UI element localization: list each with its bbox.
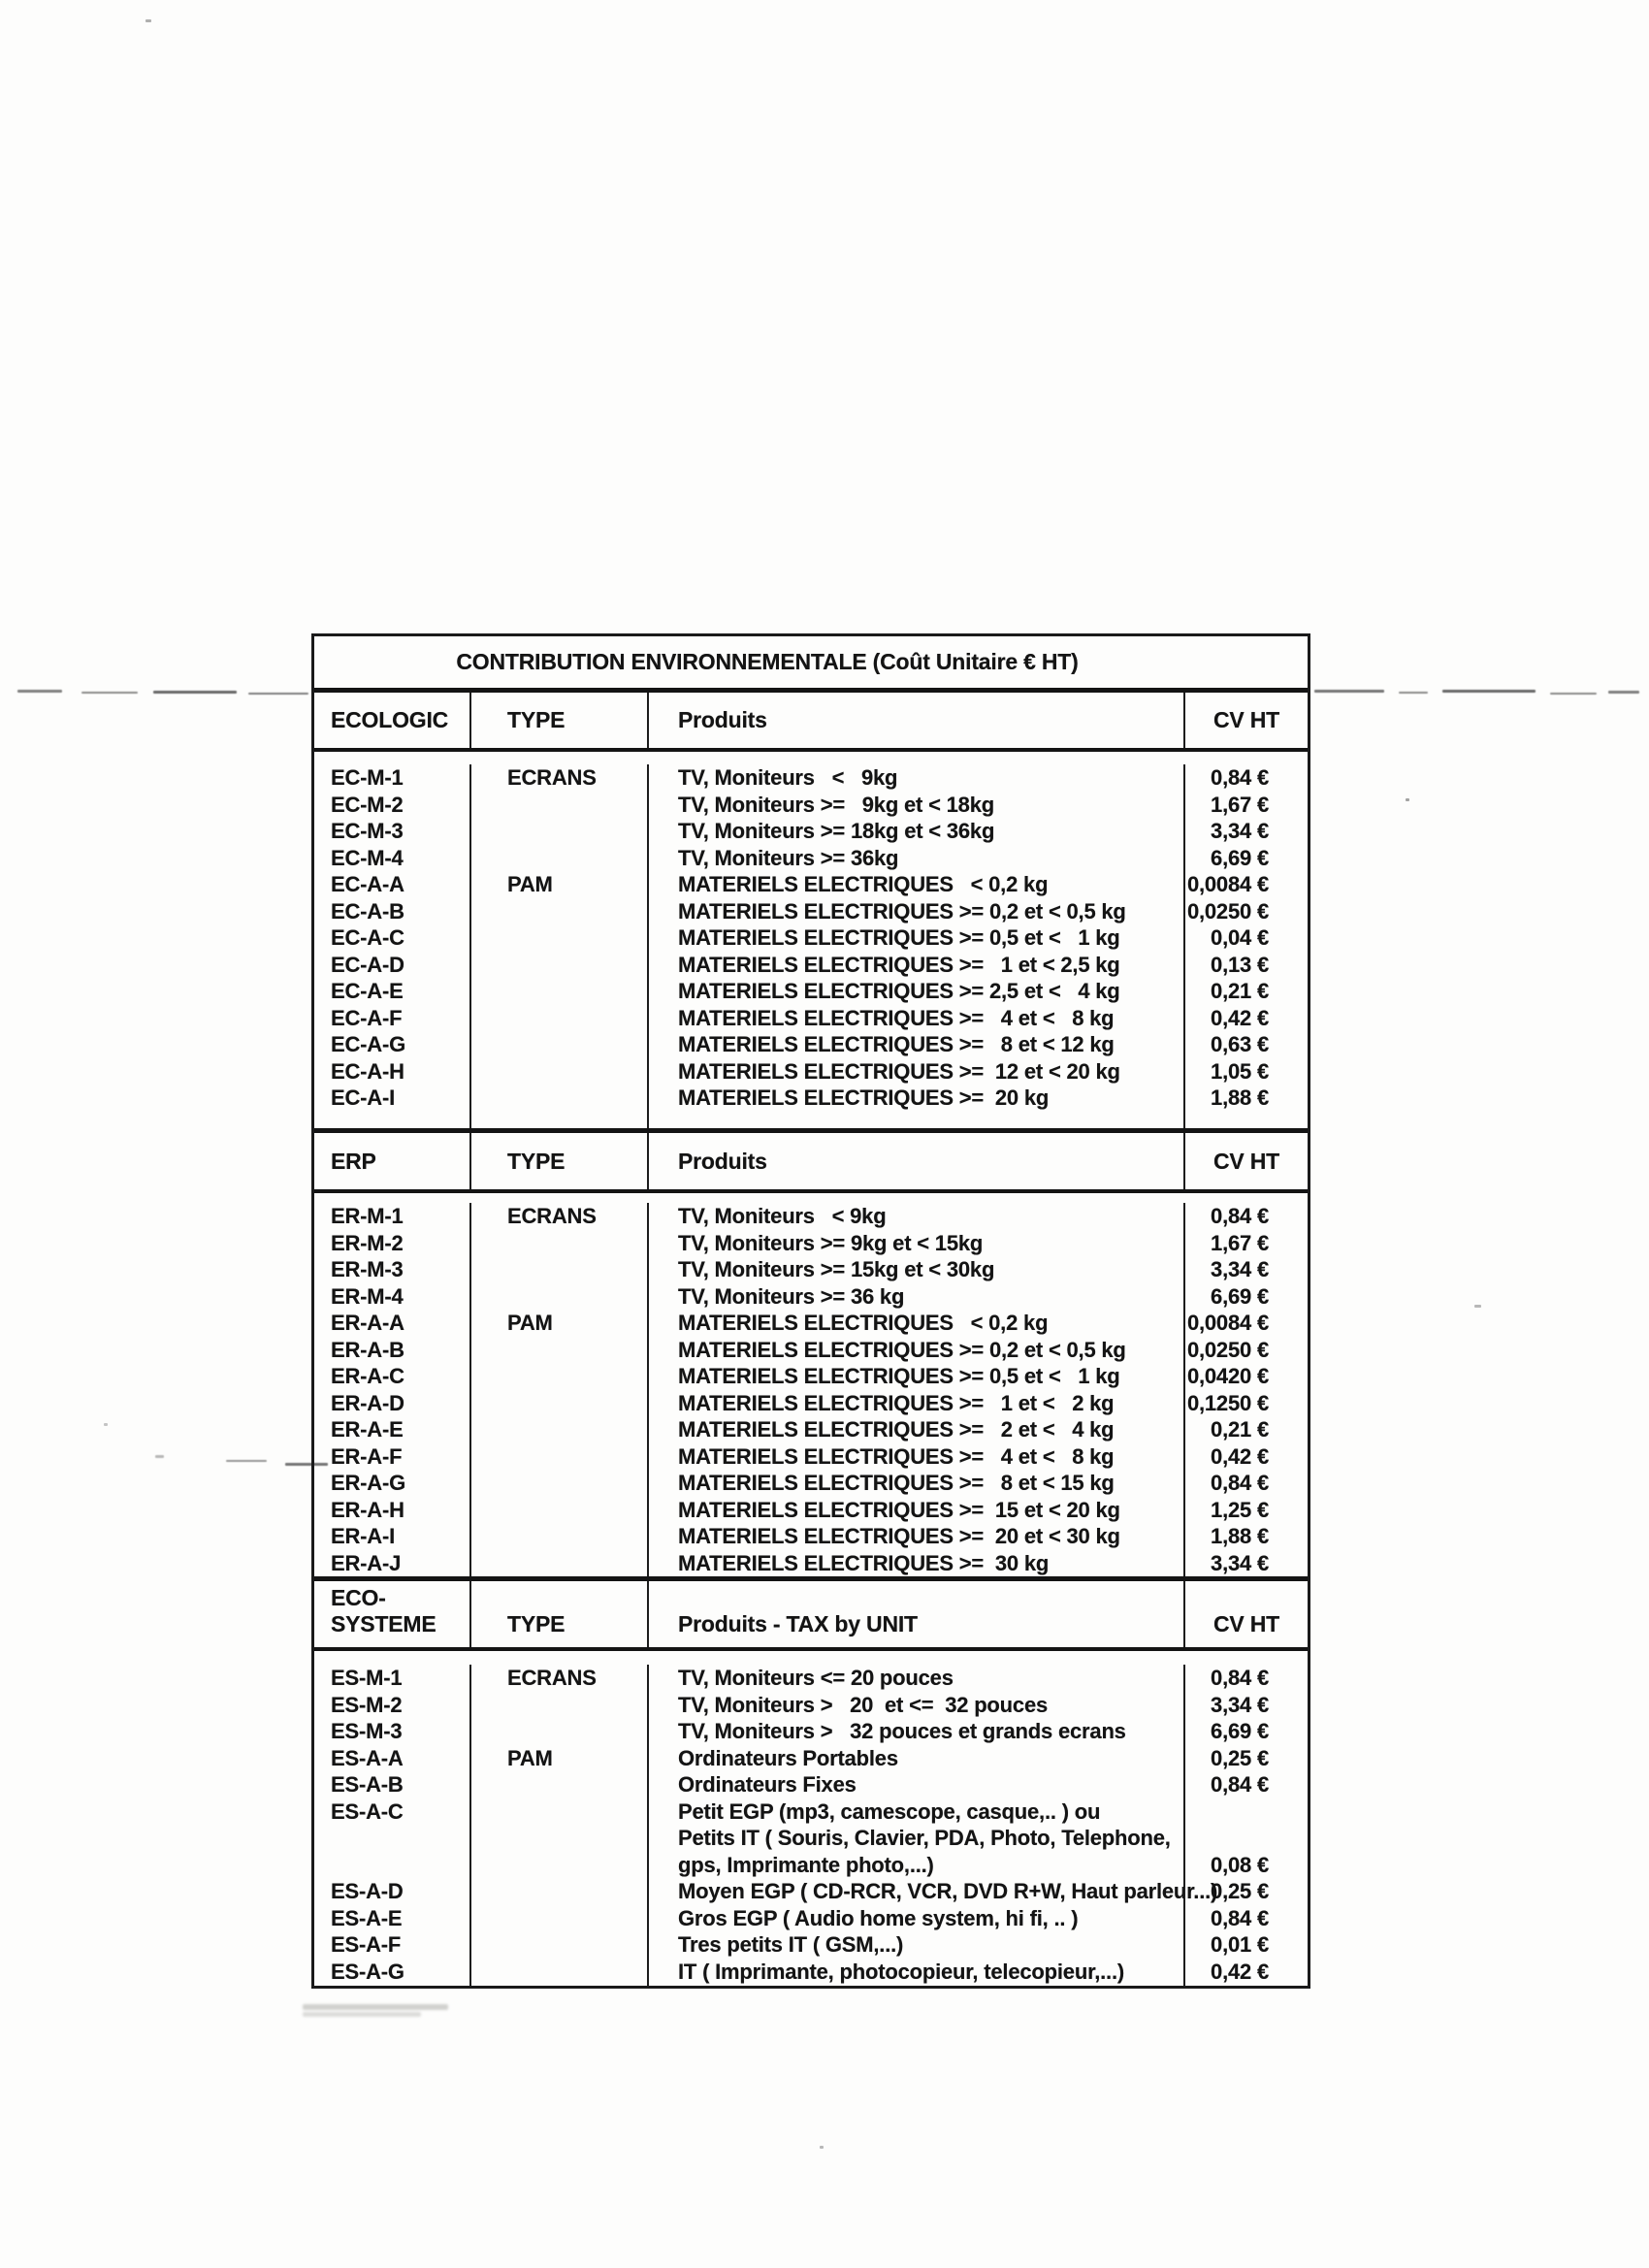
row-type <box>471 1959 647 1986</box>
row-product: TV, Moniteurs >= 36 kg <box>678 1283 905 1309</box>
row-code: ES-A-G <box>331 1959 404 1984</box>
row-type <box>471 1550 647 1577</box>
row-code: ER-M-1 <box>331 1204 404 1228</box>
row-code: EC-A-B <box>331 898 404 923</box>
row-product: MATERIELS ELECTRIQUES >= 30 kg <box>678 1550 1050 1575</box>
row-code: EC-A-D <box>331 952 404 977</box>
section-erp <box>314 1133 1308 1581</box>
row-code: ER-A-H <box>331 1497 404 1522</box>
row-product: TV, Moniteurs >= 18kg et < 36kg <box>678 819 995 843</box>
row-code: ER-A-C <box>331 1364 404 1388</box>
price-column <box>1183 1203 1308 1576</box>
type-header-cell <box>469 1581 647 1647</box>
row-price: 0,84 € <box>1211 1471 1269 1495</box>
cvht-header-label: CV HT <box>1212 1148 1279 1174</box>
scan-artifact <box>146 19 151 22</box>
row-product: MATERIELS ELECTRIQUES >= 0,2 et < 0,5 kg <box>678 898 1126 923</box>
scan-artifact <box>81 692 138 694</box>
section-title: ERP <box>331 1148 376 1174</box>
row-product: TV, Moniteurs > 32 pouces et grands ecrans <box>678 1719 1126 1743</box>
cvht-header-cell <box>1183 693 1308 748</box>
row-price: 1,05 € <box>1211 1058 1269 1084</box>
row-code: ES-M-2 <box>331 1692 403 1717</box>
scan-artifact <box>153 691 237 694</box>
scan-artifact <box>820 2146 824 2149</box>
row-product: MATERIELS ELECTRIQUES >= 8 et < 15 kg <box>678 1471 1115 1495</box>
row-price: 0,0084 € <box>1186 1311 1269 1335</box>
row-price: 3,34 € <box>1211 1692 1269 1717</box>
row-product: TV, Moniteurs > 20 et <= 32 pouces <box>678 1692 1049 1717</box>
row-type <box>471 1852 647 1879</box>
row-price: 0,0084 € <box>1186 872 1269 896</box>
row-type <box>471 1523 647 1550</box>
row-code: EC-A-E <box>331 979 404 1003</box>
row-type: ECRANS <box>507 1666 597 1690</box>
cvht-header-label: CV HT <box>1212 1611 1279 1636</box>
cvht-header-cell <box>1183 1133 1308 1189</box>
row-type <box>471 792 647 819</box>
section-ecosysteme <box>314 1581 1308 1986</box>
type-header-label: TYPE <box>507 707 566 732</box>
table-title-box <box>314 636 1308 693</box>
scan-artifact <box>1399 692 1428 694</box>
row-product: MATERIELS ELECTRIQUES >= 0,5 et < 1 kg <box>678 925 1120 950</box>
row-price: 0,63 € <box>1211 1032 1269 1056</box>
row-type: ECRANS <box>507 765 597 790</box>
row-price: 0,84 € <box>1211 1666 1269 1690</box>
row-code: ER-A-A <box>331 1311 404 1335</box>
row-price: 3,34 € <box>1211 1550 1269 1575</box>
produits-header-cell <box>647 693 1183 748</box>
row-type <box>471 924 647 952</box>
row-code <box>314 1825 469 1852</box>
row-price: 0,21 € <box>1211 1417 1269 1442</box>
row-code: ER-M-4 <box>331 1283 404 1309</box>
row-type <box>471 1443 647 1471</box>
section-rows <box>314 752 1308 1133</box>
row-product: Ordinateurs Fixes <box>678 1772 857 1797</box>
row-product: MATERIELS ELECTRIQUES >= 4 et < 8 kg <box>678 1005 1115 1030</box>
row-price: 0,0420 € <box>1186 1364 1269 1388</box>
row-code: EC-M-1 <box>331 765 404 790</box>
produits-header-cell <box>647 1581 1183 1647</box>
row-type <box>471 1256 647 1283</box>
row-price: 0,0250 € <box>1186 1337 1269 1362</box>
row-product: MATERIELS ELECTRIQUES >= 15 et < 20 kg <box>678 1497 1120 1522</box>
section-rows <box>314 1193 1308 1581</box>
code-column <box>314 1203 469 1576</box>
row-product: TV, Moniteurs >= 15kg et < 30kg <box>678 1257 995 1281</box>
product-column <box>647 1203 1183 1576</box>
row-price: 0,84 € <box>1211 1905 1269 1930</box>
row-product: MATERIELS ELECTRIQUES < 0,2 kg <box>678 1311 1049 1335</box>
row-product: TV, Moniteurs >= 36kg <box>678 845 899 870</box>
row-type <box>471 1878 647 1905</box>
row-code: ER-M-2 <box>331 1230 404 1255</box>
row-type <box>471 1718 647 1745</box>
row-price: 0,84 € <box>1211 1772 1269 1797</box>
row-code: ER-A-F <box>331 1443 403 1469</box>
row-product: Tres petits IT ( GSM,...) <box>678 1932 904 1957</box>
row-product: TV, Moniteurs < 9kg <box>678 765 898 790</box>
page-title: CONTRIBUTION ENVIRONNEMENTALE (Coût Unitaire € HT) <box>456 649 1079 674</box>
row-price: 0,21 € <box>1211 979 1269 1003</box>
row-price: 0,08 € <box>1211 1852 1269 1877</box>
row-code: ES-A-D <box>331 1879 404 1903</box>
row-price: 0,13 € <box>1211 952 1269 977</box>
row-type <box>471 1931 647 1959</box>
section-header-row <box>314 1133 1308 1193</box>
section-ecologic <box>314 693 1308 1133</box>
row-code: EC-M-4 <box>331 845 404 870</box>
scan-artifact <box>303 2012 421 2017</box>
row-type: ECRANS <box>507 1204 597 1228</box>
row-code: EC-M-3 <box>331 819 404 843</box>
scan-artifact <box>1406 798 1409 801</box>
code-column <box>314 1665 469 1986</box>
row-code: EC-A-I <box>331 1085 396 1110</box>
type-header-cell <box>469 1133 647 1189</box>
row-type <box>471 1230 647 1257</box>
row-code: ES-A-E <box>331 1905 403 1930</box>
produits-header-cell <box>647 1133 1183 1189</box>
row-type <box>471 1825 647 1852</box>
row-product: MATERIELS ELECTRIQUES >= 2,5 et < 4 kg <box>678 979 1120 1003</box>
row-code <box>314 1852 469 1879</box>
row-code: ER-A-G <box>331 1471 406 1495</box>
scan-artifact <box>285 1463 328 1466</box>
scan-artifact <box>1608 691 1639 694</box>
section-header-row <box>314 1581 1308 1651</box>
row-price: 0,25 € <box>1211 1745 1269 1770</box>
row-product: Moyen EGP ( CD-RCR, VCR, DVD R+W, Haut parleur...) <box>678 1879 1218 1903</box>
row-type <box>471 1470 647 1497</box>
scan-artifact <box>303 2004 448 2010</box>
scan-artifact <box>1474 1305 1481 1308</box>
row-price: 0,04 € <box>1211 925 1269 950</box>
cvht-header-label: CV HT <box>1212 707 1279 732</box>
row-product: TV, Moniteurs >= 9kg et < 15kg <box>678 1230 984 1255</box>
section-title: ECO- <box>331 1585 386 1610</box>
scan-artifact <box>226 1460 267 1462</box>
row-price: 0,42 € <box>1211 1005 1269 1030</box>
row-code: ER-M-3 <box>331 1257 404 1281</box>
row-code: EC-A-F <box>331 1005 403 1030</box>
row-product: MATERIELS ELECTRIQUES >= 4 et < 8 kg <box>678 1443 1115 1469</box>
scan-artifact <box>104 1423 108 1426</box>
row-price: 1,88 € <box>1211 1085 1269 1110</box>
row-product: MATERIELS ELECTRIQUES >= 1 et < 2,5 kg <box>678 952 1120 977</box>
row-code: ER-A-J <box>331 1550 402 1575</box>
row-price: 0,25 € <box>1211 1879 1269 1903</box>
type-column <box>469 764 647 1128</box>
scan-artifact <box>1314 690 1384 693</box>
row-code: ES-A-B <box>331 1772 404 1797</box>
row-type <box>471 1497 647 1524</box>
row-code: EC-A-H <box>331 1058 404 1084</box>
produits-header-label: Produits <box>678 1148 767 1174</box>
row-type <box>471 1085 647 1112</box>
row-product: Petits IT ( Souris, Clavier, PDA, Photo, Telephone, <box>678 1826 1171 1850</box>
row-price: 0,42 € <box>1211 1959 1269 1984</box>
row-product: MATERIELS ELECTRIQUES >= 8 et < 12 kg <box>678 1032 1115 1056</box>
row-price: 0,01 € <box>1211 1932 1269 1957</box>
product-column <box>647 1665 1218 1986</box>
row-product: Ordinateurs Portables <box>678 1745 898 1770</box>
row-type: PAM <box>507 1311 553 1335</box>
row-product: MATERIELS ELECTRIQUES >= 2 et < 4 kg <box>678 1417 1115 1442</box>
row-price: 0,84 € <box>1211 1204 1269 1228</box>
row-code: ER-A-I <box>331 1524 396 1548</box>
row-code: ES-M-1 <box>331 1666 403 1690</box>
type-header-label: TYPE <box>507 1148 566 1174</box>
produits-header-label: Produits <box>678 707 767 732</box>
cvht-header-cell <box>1183 1581 1308 1647</box>
row-product: MATERIELS ELECTRIQUES >= 0,2 et < 0,5 kg <box>678 1337 1126 1362</box>
row-type <box>471 1337 647 1364</box>
row-product: TV, Moniteurs < 9kg <box>678 1204 887 1228</box>
row-price: 1,25 € <box>1211 1497 1269 1522</box>
row-code: EC-A-A <box>331 872 404 896</box>
row-type <box>471 1771 647 1798</box>
type-header-label: TYPE <box>507 1611 566 1636</box>
row-type <box>471 1692 647 1719</box>
row-price: 3,34 € <box>1211 1257 1269 1281</box>
scan-artifact <box>248 693 308 695</box>
row-code: ES-A-A <box>331 1745 404 1770</box>
row-price: 1,67 € <box>1211 1230 1269 1255</box>
row-product: MATERIELS ELECTRIQUES >= 1 et < 2 kg <box>678 1390 1115 1415</box>
row-type: PAM <box>507 1745 553 1770</box>
row-price <box>1185 1798 1308 1826</box>
section-title: SYSTEME <box>331 1611 436 1636</box>
price-column <box>1183 764 1308 1128</box>
row-code: ER-A-D <box>331 1390 404 1415</box>
row-price: 3,34 € <box>1211 819 1269 843</box>
produits-header-label: Produits - TAX by UNIT <box>678 1611 918 1636</box>
type-column <box>469 1665 647 1986</box>
row-type: PAM <box>507 872 553 896</box>
code-column <box>314 764 469 1128</box>
row-product: MATERIELS ELECTRIQUES >= 20 kg <box>678 1085 1050 1110</box>
row-type <box>471 1283 647 1311</box>
row-price: 1,67 € <box>1211 792 1269 817</box>
product-column <box>647 764 1183 1128</box>
row-code: ER-A-E <box>331 1417 404 1442</box>
row-price: 0,0250 € <box>1186 898 1269 923</box>
row-price: 6,69 € <box>1211 1719 1269 1743</box>
row-code: EC-M-2 <box>331 792 404 817</box>
row-code: ER-A-B <box>331 1337 404 1362</box>
row-price: 6,69 € <box>1211 845 1269 870</box>
row-type <box>471 1905 647 1932</box>
row-product: MATERIELS ELECTRIQUES < 0,2 kg <box>678 872 1049 896</box>
section-label-cell <box>314 1581 469 1647</box>
type-column <box>469 1203 647 1576</box>
row-type <box>471 1005 647 1032</box>
row-price: 1,88 € <box>1211 1524 1269 1548</box>
section-rows <box>314 1651 1308 1986</box>
row-code: EC-A-G <box>331 1032 406 1056</box>
section-title: ECOLOGIC <box>331 707 449 732</box>
row-type <box>471 1031 647 1058</box>
row-code: ES-A-F <box>331 1932 402 1957</box>
row-product: TV, Moniteurs <= 20 pouces <box>678 1666 954 1690</box>
row-type <box>471 898 647 925</box>
row-price: 0,42 € <box>1211 1443 1269 1469</box>
row-type <box>471 845 647 872</box>
row-product: TV, Moniteurs >= 9kg et < 18kg <box>678 792 994 817</box>
section-header-row <box>314 693 1308 752</box>
type-header-cell <box>469 693 647 748</box>
row-type <box>471 1798 647 1826</box>
row-price <box>1185 1825 1308 1852</box>
row-type <box>471 1058 647 1085</box>
row-price: 0,1250 € <box>1186 1390 1269 1415</box>
scan-artifact <box>17 690 62 693</box>
row-price: 6,69 € <box>1211 1283 1269 1309</box>
row-type <box>471 1416 647 1443</box>
row-type <box>471 818 647 845</box>
contribution-table <box>311 633 1310 1989</box>
price-column <box>1183 1665 1308 1986</box>
scan-artifact <box>1442 690 1536 693</box>
scan-artifact <box>1550 693 1597 695</box>
row-type <box>471 1390 647 1417</box>
row-code: EC-A-C <box>331 925 404 950</box>
section-label-cell <box>314 693 469 748</box>
row-product: Petit EGP (mp3, camescope, casque,.. ) ou <box>678 1798 1101 1824</box>
scan-artifact <box>155 1455 164 1458</box>
row-code: ES-A-C <box>331 1798 404 1824</box>
row-product: MATERIELS ELECTRIQUES >= 12 et < 20 kg <box>678 1058 1120 1084</box>
row-product: IT ( Imprimante, photocopieur, telecopieur,...) <box>678 1959 1124 1984</box>
row-code: ES-M-3 <box>331 1719 403 1743</box>
row-product: MATERIELS ELECTRIQUES >= 20 et < 30 kg <box>678 1524 1120 1548</box>
row-product: Gros EGP ( Audio home system, hi fi, .. ) <box>678 1905 1079 1930</box>
row-product: gps, Imprimante photo,...) <box>678 1852 934 1877</box>
row-product: MATERIELS ELECTRIQUES >= 0,5 et < 1 kg <box>678 1364 1120 1388</box>
row-type <box>471 978 647 1005</box>
row-price: 0,84 € <box>1211 765 1269 790</box>
row-type <box>471 952 647 979</box>
row-type <box>471 1363 647 1390</box>
section-label-cell <box>314 1133 469 1189</box>
